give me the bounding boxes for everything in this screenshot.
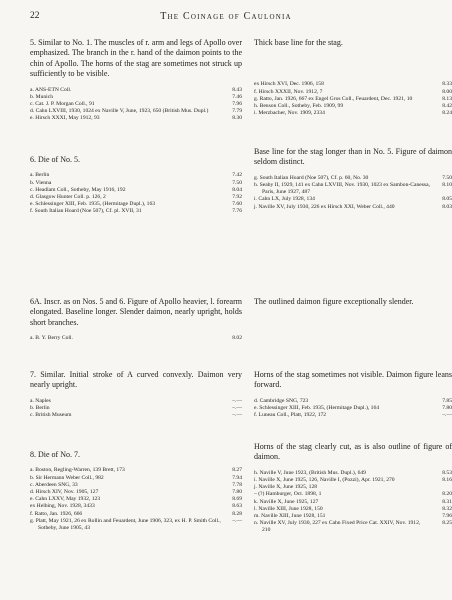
entry-weight: 8.04 <box>232 186 242 193</box>
entry-weight: 7.96 <box>232 101 242 108</box>
section-8-note: Horns of the stag clearly cut, as is also outline of figure of daimon. <box>254 442 452 462</box>
entry-weight: 7.80 <box>442 405 452 412</box>
entry-label: e. Schlessinger XIII, Feb. 1935, (Hermitage Dupl.), 163 <box>30 201 156 208</box>
entry-label: f. Ratto, Jan. 1926, 666 <box>30 510 83 517</box>
catalogue-entry <box>30 467 242 474</box>
entry-label: a. Boston, Regling-Warren, 139 Brett, 173 <box>30 467 125 474</box>
catalogue-entry <box>30 503 242 510</box>
catalogue-entry <box>30 115 242 122</box>
entry-weight: 8.30 <box>232 115 242 122</box>
section-7-description: 7. Similar. Initial stroke of A curved convexly. Daimon very nearly upright. <box>30 370 242 390</box>
entry-label: c. British Museum <box>30 412 72 419</box>
catalogue-entry <box>254 398 452 405</box>
entry-weight: –.–– <box>232 517 242 524</box>
entry-label: m. Naville XIII, June 1928, 151 <box>254 513 326 520</box>
catalogue-entry <box>254 520 452 534</box>
entry-weight: 8.31 <box>442 498 452 505</box>
section-6-description: 6. Die of No. 5. <box>30 155 80 164</box>
entry-label: c. Aberdeen SNG, 33 <box>30 481 78 488</box>
entry-label: c. Headlam Coll., Sotheby, May 1916, 192 <box>30 186 126 193</box>
entry-label: – (?) Hamburger, Oct. 1898, 1 <box>254 491 322 498</box>
catalogue-entry <box>30 172 242 179</box>
catalogue-entry <box>254 499 452 506</box>
catalogue-entry <box>254 89 452 96</box>
entry-weight: 8.53 <box>442 469 452 476</box>
catalogue-entry <box>254 96 452 103</box>
page-header <box>30 11 422 25</box>
catalogue-entry <box>254 204 452 211</box>
entry-weight: –.–– <box>442 412 452 419</box>
catalogue-entry <box>254 110 452 117</box>
entry-weight: 8.05 <box>442 196 452 203</box>
entry-label: h. Seaby II, 1929, 141 ex Cahn LXVIII, Nov. 1930, 1023 ex Sambon-Canessa, Paris, June 1927, 487 <box>254 182 430 196</box>
entry-label: d. Cahn LXVIII, 1930, 1024 ex Naville V, June, 1923, 650 (British Mus. Dupl.) <box>30 108 209 115</box>
section-5-left-entries <box>30 87 242 123</box>
catalogue-entry <box>254 182 452 196</box>
entry-label: j. Naville X, June 1925, 128 <box>254 484 318 491</box>
entry-label: e. Schlessinger XIII, Feb. 1935, (Hermitage Dupl.), 164 <box>254 405 380 412</box>
entry-label: f. South Italian Hoard (Noe 507), Cf. pl. XVII, 31 <box>30 208 142 215</box>
entry-weight: 8.43 <box>232 86 242 93</box>
entry-label: l. Naville XIII, June 1928, 150 <box>254 505 323 512</box>
catalogue-entry <box>254 491 452 498</box>
entry-weight: 7.42 <box>232 172 242 179</box>
catalogue-entry <box>30 108 242 115</box>
catalogue-entry <box>30 405 242 412</box>
entry-weight: 8.32 <box>442 505 452 512</box>
entry-weight: 8.10 <box>442 182 452 189</box>
entry-label: a. Berlin <box>30 172 50 179</box>
section-5-right-entries <box>254 81 452 117</box>
entry-weight: 7.96 <box>442 513 452 520</box>
entry-label: j. Naville XV, July 1930, 226 ex Hirsch XXI, Weber Coll., 440 <box>254 203 395 210</box>
entry-weight: 7.79 <box>232 108 242 115</box>
section-6a-note: The outlined daimon figure exceptionally slender. <box>254 297 414 306</box>
section-7-right-entries <box>254 398 452 420</box>
entry-label: h. Naville V, June 1923, (British Mus. Dupl.), 649 <box>254 469 366 476</box>
section-5-right <box>254 38 452 117</box>
catalogue-entry <box>30 187 242 194</box>
catalogue-entry <box>254 412 452 419</box>
entry-label: i. Merzbacher, Nov. 1909, 2334 <box>254 110 325 117</box>
entry-weight: –.–– <box>232 397 242 404</box>
entry-weight: –.–– <box>232 412 242 419</box>
entry-weight: 7.76 <box>232 208 242 215</box>
catalogue-entry <box>30 518 242 532</box>
section-6-right-entries <box>254 175 452 211</box>
catalogue-entry <box>30 94 242 101</box>
section-6-note: Base line for the stag longer than in No. 5. Figure of daimon seldom distinct. <box>254 147 452 167</box>
entry-weight: –.–– <box>232 405 242 412</box>
entry-label: g. South Italian Hoard (Noe 507), Cf. p. 60, No. 30 <box>254 174 369 181</box>
entry-label: i. Naville X, June 1925, 126, Naville I, (Pozzi), Apr. 1921, 270 <box>254 477 395 484</box>
entry-label: f. Hirsch XXXII, Nov. 1912, 7 <box>254 88 323 95</box>
entry-label: g. Platt, May 1921, 26 ex Rollin and Feuardent, June 1906, 323, ex H. P. Smith Coll., Sotheby, June 1905, 43 <box>30 517 221 532</box>
entry-label: i. Cahn LX, July 1928, 134 <box>254 196 315 203</box>
entry-weight: 8.00 <box>442 88 452 95</box>
entry-label: n. Naville XV, July 1930, 227 ex Cahn Fixed Price Cat. XXIV, Nov. 1912, 210 <box>254 520 421 534</box>
running-title: The Coinage of Caulonia <box>160 11 292 22</box>
entry-label: b. Berlin <box>30 405 50 412</box>
catalogue-entry <box>254 175 452 182</box>
catalogue-entry <box>254 477 452 484</box>
entry-weight: 7.92 <box>232 194 242 201</box>
section-8-left <box>30 450 242 532</box>
catalogue-entry <box>30 87 242 94</box>
catalogue-entry <box>30 482 242 489</box>
page-number: 22 <box>30 11 40 21</box>
section-6a-description: 6A. Inscr. as on Nos. 5 and 6. Figure of Apollo heavier, l. forearm elongated. Baseline longer. Slender daimon, nearly upright, holds short branches. <box>30 297 242 327</box>
entry-weight: 7.85 <box>442 397 452 404</box>
entry-weight: 7.50 <box>442 174 452 181</box>
entry-weight: 8.33 <box>442 81 452 88</box>
section-7-right <box>254 370 452 419</box>
catalogue-entry <box>30 496 242 503</box>
section-8-right-entries <box>254 470 452 535</box>
catalogue-entry <box>254 513 452 520</box>
entry-weight: 7.60 <box>232 201 242 208</box>
section-6a-right <box>254 297 452 307</box>
entry-label: c. Cat. J. P. Morgan Coll., 91 <box>30 101 95 108</box>
entry-label: b. Sir Hermann Weber Coll., 982 <box>30 474 104 481</box>
entry-weight: 8.20 <box>442 491 452 498</box>
section-6-left <box>30 155 242 216</box>
catalogue-entry <box>254 103 452 110</box>
entry-label: k. Naville X, June 1925, 127 <box>254 498 319 505</box>
section-6a-left <box>30 297 242 342</box>
entry-label: d. Cambridge SNG, 723 <box>254 397 309 404</box>
entry-weight: 7.80 <box>232 489 242 496</box>
catalogue-entry <box>30 511 242 518</box>
catalogue-entry <box>30 475 242 482</box>
entry-label: d. Glasgow Hunter Coll. p. 126, 2 <box>30 194 106 201</box>
entry-label: ex Hirsch XVI, Dec. 1906, 158 <box>254 81 324 88</box>
entry-weight: 8.28 <box>232 510 242 517</box>
entry-weight: 8.24 <box>442 110 452 117</box>
entry-label: b. Vienna <box>30 179 52 186</box>
section-5-description: 5. Similar to No. 1. The muscles of r. arm and legs of Apollo over emphasized. The branch in the r. hand of the daimon points to the chin of Apollo. The horns of the stag are sometimes not struck up sufficiently to be visible. <box>30 38 242 79</box>
section-7-left <box>30 370 242 419</box>
entry-label: a. Naples <box>30 397 51 404</box>
section-6-left-entries <box>30 172 242 215</box>
catalogue-entry <box>30 398 242 405</box>
entry-label: g. Ratto, Jan. 1926, 667 ex Engel Gros Coll., Feuardent, Dec. 1921, 10 <box>254 95 413 102</box>
section-8-left-entries <box>30 467 242 532</box>
section-6-right <box>254 147 452 211</box>
entry-label: a. ANS-ETN Coll. <box>30 86 72 93</box>
entry-weight: 8.16 <box>442 477 452 484</box>
section-7-note: Horns of the stag sometimes not visible. Daimon figure leans forward. <box>254 370 452 390</box>
entry-label: d. Hirsch XIV, Nov. 1905, 127 <box>30 489 99 496</box>
section-5-left <box>30 38 242 123</box>
catalogue-entry <box>30 208 242 215</box>
entry-weight: 8.42 <box>442 103 452 110</box>
entry-weight: 8.02 <box>232 335 242 342</box>
catalogue-entry <box>30 412 242 419</box>
catalogue-entry <box>30 180 242 187</box>
entry-label: ex Helbing, Nov. 1928, 3433 <box>30 503 95 510</box>
entry-weight: 8.69 <box>232 496 242 503</box>
catalogue-entry <box>30 335 242 342</box>
entry-weight: 8.03 <box>442 203 452 210</box>
entry-label: a. B. Y. Berry Coll. <box>30 335 73 342</box>
entry-label: h. Benson Coll., Sotheby, Feb. 1909, 99 <box>254 103 344 110</box>
section-7-left-entries <box>30 398 242 420</box>
entry-weight: 7.94 <box>232 474 242 481</box>
entry-label: f. Luneau Coll., Platt, 1922, 172 <box>254 412 327 419</box>
entry-weight: 8.63 <box>232 503 242 510</box>
entry-weight: 7.78 <box>232 481 242 488</box>
entry-label: b. Munich <box>30 93 53 100</box>
entry-weight: 8.13 <box>442 95 452 102</box>
entry-weight: 8.25 <box>442 520 452 527</box>
section-6a-left-entries <box>30 335 242 342</box>
catalogue-entry <box>254 470 452 477</box>
entry-weight: 7.50 <box>232 179 242 186</box>
entry-label: e. Hirsch XXXI, May 1912, 93 <box>30 115 100 122</box>
catalogue-entry <box>254 506 452 513</box>
section-8-right <box>254 442 452 535</box>
section-5-note: Thick base line for the stag. <box>254 38 343 47</box>
entry-weight: 7.46 <box>232 93 242 100</box>
catalogue-entry <box>254 81 452 88</box>
section-8-description: 8. Die of No. 7. <box>30 450 80 459</box>
catalogue-entry <box>30 489 242 496</box>
entry-weight: 8.27 <box>232 467 242 474</box>
entry-label: e. Cahn LXXV, May 1932, 123 <box>30 496 101 503</box>
catalogue-entry <box>254 196 452 203</box>
